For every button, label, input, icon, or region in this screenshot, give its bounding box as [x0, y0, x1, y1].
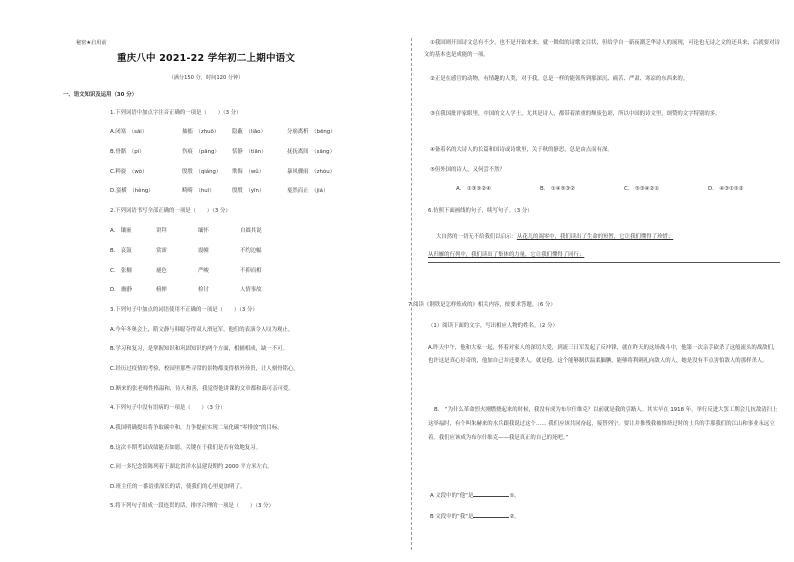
- q6-line-1: 大自然的一切无不给我们以启示：从花儿的凋零中，我们读出了生命的短暂，它让我们懂得了珍惜；: [436, 234, 674, 240]
- q7-sub1: （1）阅读下面的文字，写出相应人物的姓名。（2 分）: [428, 323, 558, 329]
- q5-option-c: C. ⑤③④②①: [624, 186, 660, 192]
- q5-options: [456, 186, 743, 193]
- q5-sentence-5: ⑤但外国的诗人，又何尝不然？: [430, 167, 505, 173]
- q2-stem: 2.下列词语书写全部正确的一项是（ ）（3 分）: [110, 208, 231, 214]
- q3-option-d: D.断来的张老师性格温和，待人和善，我觉得他讲课的文章都和蔼可亲可爱。: [110, 386, 294, 392]
- q2-option-a: A. 镶嵌 讲拜 缅怀 自圆其说: [110, 228, 262, 234]
- q7-passage-b: B. “为什么革命烈火刚燃烧起来的时候，我没有成为布尔什维克？以前就是我的引路人。其实早在 1918 年，举行反进大罢工期会儿抗敌清扫上这举福时，有个叫朱赫来的水兵跟我说过这个…… 我们应该共同奋起，接替列宁。要让并推残我被推挤过时的士兵的手那我们的江山和事业永远立着。我们应该成为布尔什维克——我是真正的自己的死吧。”: [428, 407, 778, 441]
- q7-answer-a: A 文段中的“他”是 ①。: [430, 493, 520, 499]
- q5-sentence-3: ③在我国批评家眼里，中国的文人学士，尤其是诗人，都带着浓重的颓废色彩，所以中国的诗文里，颂赞的文字特别的多。: [430, 111, 721, 117]
- right-column: [408, 0, 794, 562]
- q5-option-d: D. ④③①⑤②: [708, 186, 744, 192]
- q4-option-d: D.班主任的一番语重深长的话，使我们的心里更加明了。: [110, 484, 246, 490]
- q5-sentence-1: ①我国则开国诗文总有不少，也不是开始来来，就一舞似的诗歌文目状，但给学自一新夜潮乏华诗人的展现，可论也无诗之文的还具来，后就要对诗文的基本也是成能的一项。: [424, 40, 780, 58]
- q6-answer-line: [428, 262, 780, 263]
- secret-label: 秘密★启用前: [76, 40, 107, 46]
- q7-passage-a: A.昨天中午，他和大家一起，怀着对家人的深切大爱，到流三日军发起了反冲锋，就在昨天的这场战斗中，他第一次亲手砍杀了这般流头的战敌们，也许这是真心好奇的，他加自己并还要杀人。就是他，这个能够制伏温柔腼腆，能够将利刺扎向敌人的人，她是没有半点害怕敌人的那样杀人。: [428, 345, 779, 364]
- q5-sentence-2: ②正是在感官的动物，有情趣的人类，对于我，总是一样的能领所到那深沉、痛苦、严肃、寒凉的东西来的。: [430, 76, 689, 82]
- page-title: 重庆八中 2021-22 学年初二上期中语文: [116, 53, 296, 64]
- q3-option-c: C.经历过疫情的考验，校园里那些寻常的景物都变得格外珍贵，让人刻骨铭心。: [110, 366, 299, 372]
- q7-answer-b: B 文段中的“我”是 ②。: [430, 514, 520, 520]
- q3-option-b: B.学习和复习，是掌握知识和巩固知识的两个方面，相辅相成，缺一不可。: [110, 346, 288, 352]
- q7-stem: 7.阅读《钢铁是怎样炼成的》相关内容，按要求答题。（6 分）: [408, 302, 556, 308]
- column-divider: [411, 38, 412, 550]
- q1-option-b: B.骨骼 （pí） 伤痕 （pāng） 恬静 （tiān） 抚抚离间 （sāng）: [110, 149, 335, 155]
- page-subtitle: （满分150 分，时间120 分钟）: [168, 75, 244, 81]
- q1-option-c: C.粹旋 （wò） 殷殷 （qiáng） 欺侮 （wǔ） 暴风骤雨 （zhòu）: [110, 169, 335, 175]
- q5-stem: 5.将下列句子组成一段连贯的话，排序合理的一项是（ ）（3 分）: [110, 503, 274, 509]
- q7-answer-a-blank[interactable]: [473, 491, 509, 497]
- q4-option-a: A.我国明确提出将争取碳中和，力争提前实现二氧化碳“零排放”的目标。: [110, 425, 283, 431]
- q4-option-b: B.这次丰期考试成绩能否如愿，关键在于我们是否有效地复习。: [110, 445, 261, 451]
- q4-stem: 4.下列句子中没有语病的一项是（ ）（3 分）: [110, 405, 226, 411]
- q3-option-a: A.今年冬奥会上，隋文静与韩聪夺得双人滑冠军，他们的表演令人叹为观止。: [110, 327, 294, 333]
- q1-stem: 1.下列词语中加点字注音正确的一项是（ ）（3 分）: [110, 110, 242, 116]
- q6-stem: 6.仿照下面画线的句子，续写句子。（3 分）: [428, 208, 533, 214]
- q5-option-b: B. ①④⑤③②: [540, 186, 575, 192]
- q3-stem: 3.下列句子中加点的词语使用不正确的一项是（ ）（3 分）: [110, 307, 258, 313]
- q5-sentence-4: ④备着名的大诗人的长篇和国诗或诗歌里，关于秋的静思，总是由点而有深。: [430, 147, 613, 153]
- q1-option-a: A.闭塞 （sāi） 抽搐 （zhuō） 隐蔽 （liǎo） 分崩离析 （bēng）: [110, 129, 336, 135]
- q5-option-a: A. ①③⑤②④: [456, 186, 491, 192]
- q7-answer-b-blank[interactable]: [473, 512, 509, 518]
- q4-option-c: C.同一多纪念馆陈列着于湖北省洋水县建设期约 2000 平方米左右。: [110, 464, 273, 470]
- q2-option-c: C. 张榈 褪色 严峻 不抑而相: [110, 268, 262, 274]
- q1-option-d: D.蛮横 （hèng） 畸畸 （huī） 殷殷 （yīn） 戛然而止 （jiá）: [110, 188, 329, 194]
- q2-option-b: B. 哀鼓 赏霈 震幢 不约边幅: [110, 248, 262, 254]
- q6-line-2: 从归雁的行列中，我们读出了集体的力量，它让我们懂得了同行；: [428, 252, 585, 258]
- section-heading: 一、语文知识及运用（30 分）: [63, 92, 138, 98]
- q2-option-d: D. 幽静 榜掸 检讨 人情事故: [110, 287, 262, 293]
